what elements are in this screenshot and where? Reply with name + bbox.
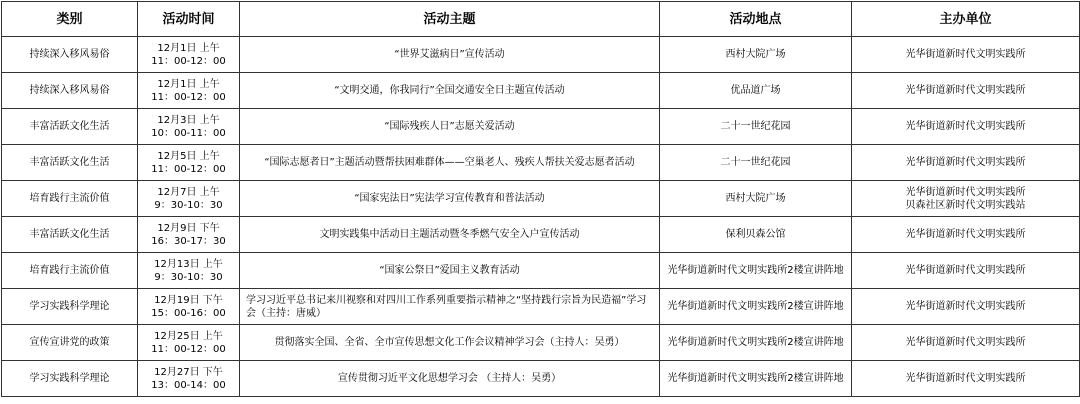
- organizer-name: 光华街道新时代文明实践所: [905, 121, 1026, 132]
- table-row: [2, 253, 1080, 289]
- theme-cell: 学习习近平总书记来川视察和对四川工作系列重要指示精神之“坚持践行宗旨为民造福”学习会（主持：唐威）: [240, 289, 660, 325]
- table-row: [2, 361, 1080, 397]
- category-cell: 培育践行主流价值: [2, 253, 138, 289]
- time-hours: 11：00-12：00: [151, 91, 226, 103]
- organizer-cell: [852, 325, 1080, 361]
- organizer-cell: [852, 289, 1080, 325]
- time-date: 12月1日 上午: [157, 42, 220, 54]
- header-category: 类别: [2, 2, 138, 37]
- organizer-name: 光华街道新时代文明实践所: [905, 337, 1026, 348]
- location-cell: 保利贝森公馆: [660, 217, 852, 253]
- time-hours: 16：30-17：30: [151, 235, 226, 247]
- location-cell: 光华街道新时代文明实践所2楼宣讲阵地: [660, 325, 852, 361]
- time-cell: [138, 109, 240, 145]
- category-cell: 培育践行主流价值: [2, 181, 138, 217]
- location-cell: 二十一世纪花园: [660, 145, 852, 181]
- time-hours: 15：00-16：00: [151, 307, 226, 319]
- time-date: 12月3日 上午: [157, 114, 220, 126]
- location-cell: 西村大院广场: [660, 37, 852, 73]
- table-row: [2, 325, 1080, 361]
- header-location: 活动地点: [660, 2, 852, 37]
- table-body: [2, 37, 1080, 397]
- category-cell: 丰富活跃文化生活: [2, 145, 138, 181]
- table-row: [2, 37, 1080, 73]
- category-cell: 丰富活跃文化生活: [2, 109, 138, 145]
- time-hours: 11：00-12：00: [151, 343, 226, 355]
- organizer-name: 光华街道新时代文明实践所: [905, 265, 1026, 276]
- theme-cell: “文明交通，你我同行”全国交通安全日主题宣传活动: [240, 73, 660, 109]
- organizer-name: 光华街道新时代文明实践所: [905, 49, 1026, 60]
- time-hours: 9：30-10：30: [154, 199, 223, 211]
- location-cell: 光华街道新时代文明实践所2楼宣讲阵地: [660, 361, 852, 397]
- organizer-cell: [852, 253, 1080, 289]
- table-row: [2, 217, 1080, 253]
- time-cell: [138, 73, 240, 109]
- header-time: 活动时间: [138, 2, 240, 37]
- location-cell: 优品道广场: [660, 73, 852, 109]
- organizer-cell: [852, 37, 1080, 73]
- category-cell: 持续深入移风易俗: [2, 37, 138, 73]
- organizer-name: 光华街道新时代文明实践所: [905, 157, 1026, 168]
- organizer-cell: [852, 145, 1080, 181]
- location-cell: 光华街道新时代文明实践所2楼宣讲阵地: [660, 253, 852, 289]
- activity-schedule-table: [1, 1, 1080, 397]
- time-date: 12月1日 上午: [157, 78, 220, 90]
- header-organizer: 主办单位: [852, 2, 1080, 37]
- time-hours: 13：00-14：00: [151, 379, 226, 391]
- time-cell: [138, 325, 240, 361]
- time-date: 12月9日 下午: [157, 222, 220, 234]
- time-cell: [138, 253, 240, 289]
- location-cell: 光华街道新时代文明实践所2楼宣讲阵地: [660, 289, 852, 325]
- location-cell: 西村大院广场: [660, 181, 852, 217]
- organizer-cell: [852, 181, 1080, 217]
- theme-cell: 贯彻落实全国、全省、全市宣传思想文化工作会议精神学习会（主持人：吴勇）: [240, 325, 660, 361]
- time-date: 12月13日 上午: [154, 258, 223, 270]
- time-cell: [138, 361, 240, 397]
- time-date: 12月7日 上午: [157, 186, 220, 198]
- organizer-cell: [852, 361, 1080, 397]
- time-hours: 10：00-11：00: [151, 127, 226, 139]
- time-cell: [138, 217, 240, 253]
- organizer-name: 光华街道新时代文明实践所: [905, 229, 1026, 240]
- organizer-name: 光华街道新时代文明实践所: [905, 186, 1026, 198]
- time-cell: [138, 181, 240, 217]
- organizer-name: 贝森社区新时代文明实践站: [905, 199, 1026, 211]
- theme-cell: “国际残疾人日”志愿关爱活动: [240, 109, 660, 145]
- time-date: 12月25日 上午: [154, 330, 223, 342]
- theme-cell: 宣传贯彻习近平文化思想学习会 （主持人：吴勇）: [240, 361, 660, 397]
- organizer-cell: [852, 73, 1080, 109]
- theme-cell: “国家宪法日”宪法学习宣传教育和普法活动: [240, 181, 660, 217]
- time-hours: 9：30-10：30: [154, 271, 223, 283]
- table-row: [2, 145, 1080, 181]
- time-hours: 11：00-12：00: [151, 163, 226, 175]
- table-row: [2, 289, 1080, 325]
- table-row: [2, 109, 1080, 145]
- table-header: [2, 2, 1080, 37]
- organizer-name: 光华街道新时代文明实践所: [905, 301, 1026, 312]
- organizer-name: 光华街道新时代文明实践所: [905, 85, 1026, 96]
- header-theme: 活动主题: [240, 2, 660, 37]
- organizer-name: 光华街道新时代文明实践所: [905, 373, 1026, 384]
- theme-cell: “世界艾滋病日”宣传活动: [240, 37, 660, 73]
- time-hours: 11：00-12：00: [151, 55, 226, 67]
- category-cell: 持续深入移风易俗: [2, 73, 138, 109]
- location-cell: 二十一世纪花园: [660, 109, 852, 145]
- time-cell: [138, 145, 240, 181]
- time-date: 12月19日 下午: [154, 294, 223, 306]
- organizer-cell: [852, 109, 1080, 145]
- table-row: [2, 181, 1080, 217]
- category-cell: 学习实践科学理论: [2, 361, 138, 397]
- theme-cell: 文明实践集中活动日主题活动暨冬季燃气安全入户宣传活动: [240, 217, 660, 253]
- organizer-cell: [852, 217, 1080, 253]
- time-date: 12月5日 上午: [157, 150, 220, 162]
- category-cell: 学习实践科学理论: [2, 289, 138, 325]
- theme-cell: “国家公祭日”爱国主义教育活动: [240, 253, 660, 289]
- theme-cell: “国际志愿者日”主题活动暨帮扶困难群体——空巢老人、残疾人帮扶关爱志愿者活动: [240, 145, 660, 181]
- time-date: 12月27日 下午: [154, 366, 223, 378]
- category-cell: 丰富活跃文化生活: [2, 217, 138, 253]
- category-cell: 宣传宣讲党的政策: [2, 325, 138, 361]
- table-row: [2, 73, 1080, 109]
- time-cell: [138, 289, 240, 325]
- header-row: [2, 2, 1080, 37]
- time-cell: [138, 37, 240, 73]
